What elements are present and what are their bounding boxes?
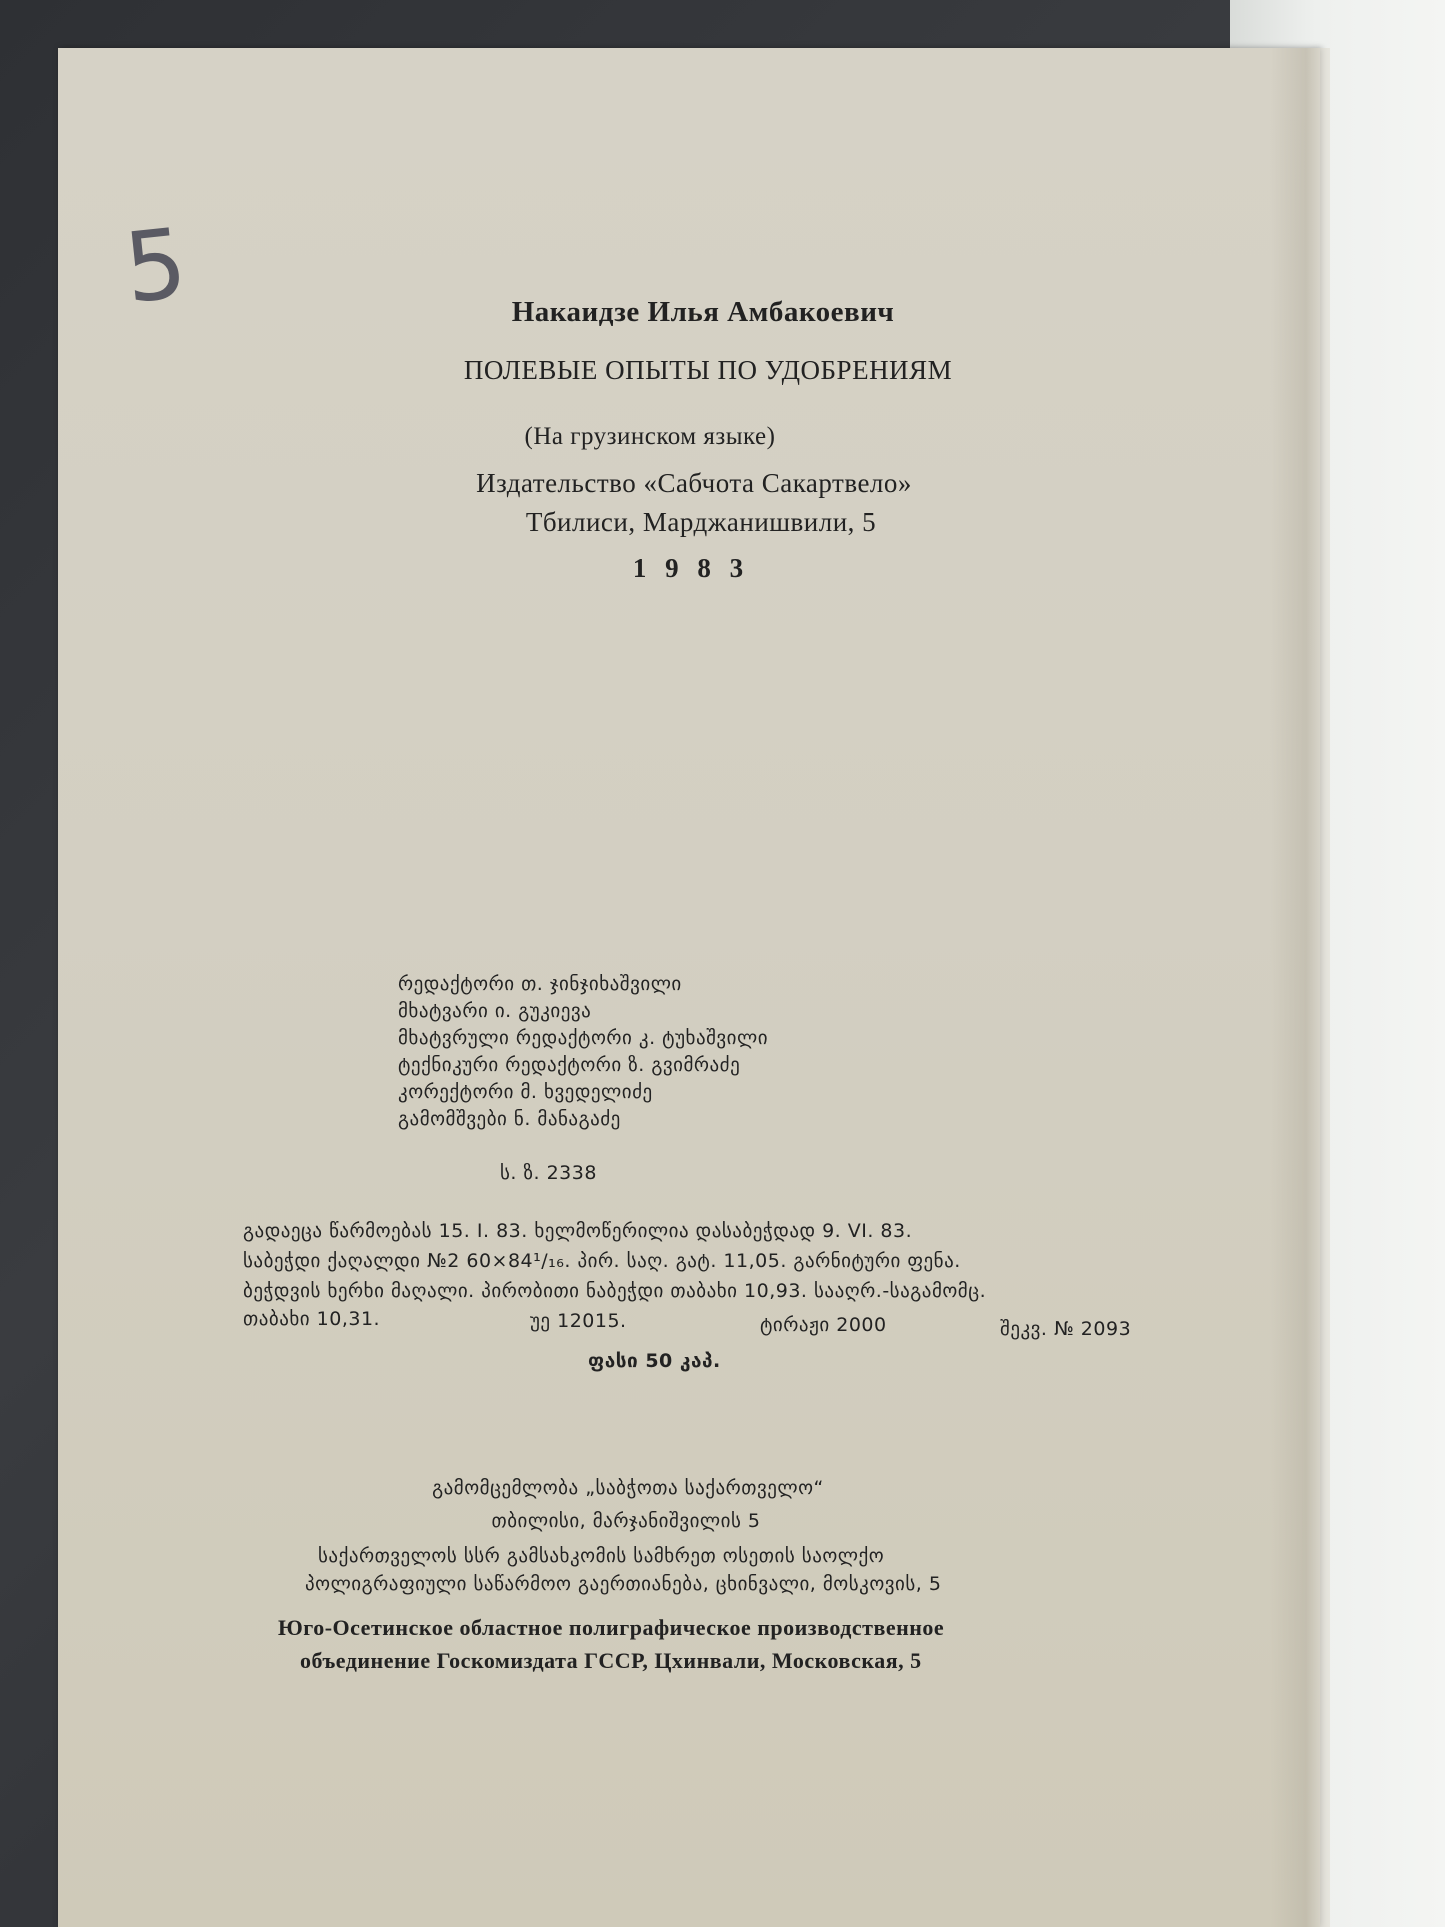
page-edge-shadow [1270,48,1330,1927]
publisher-address-geo: თბილისი, მარჯანიშვილის 5 [491,1510,761,1532]
credit-line: კორექტორი მ. ხვედელიძე [398,1081,653,1103]
printer-ru: объединение Госкомиздата ГССР, Цхинвали, Московская, 5 [300,1648,922,1673]
printer-geo: პოლიგრაფიული საწარმოო გაერთიანება, ცხინვალი, მოსკოვის, 5 [305,1573,942,1595]
credit-line: ტექნიკური რედაქტორი ზ. გვიმრაძე [398,1054,741,1076]
author-name: Накаидзе Илья Амбакоевич [511,296,895,328]
book-title: ПОЛЕВЫЕ ОПЫТЫ ПО УДОБРЕНИЯМ [463,355,953,385]
credit-line: გამომშვები ნ. მანაგაძე [398,1108,621,1130]
language-note: (На грузинском языке) [524,423,776,450]
handwritten-page-number: 5 [119,207,192,325]
publisher-name: Издательство «Сабчота Сакартвело» [476,468,912,498]
book-page [58,48,1320,1927]
imprint-line: გადაეცა წარმოებას 15. I. 83. ხელმოწერილია დასაბეჭდად 9. VI. 83. [243,1220,913,1242]
order-code: ს. ზ. 2338 [500,1162,597,1184]
publisher-address: Тбилиси, Марджанишвили, 5 [525,507,877,537]
imprint-line: თაბახი 10,31. [243,1308,381,1330]
credit-line: მხატვრული რედაქტორი კ. ტუხაშვილი [398,1027,769,1049]
imprint-line: ბეჭდვის ხერხი მაღალი. პირობითი ნაბეჭდი თაბახი 10,93. სააღრ.-საგამომც. [243,1280,987,1302]
publisher-geo: გამომცემლობა „საბჭოთა საქართველო“ [432,1477,824,1499]
credit-line: რედაქტორი თ. ჯინჯიხაშვილი [398,973,682,995]
credit-line: მხატვარი ი. გუკიევა [398,1000,592,1022]
imprint-line: შეკვ. № 2093 [1000,1318,1132,1340]
price: ფასი 50 კაპ. [588,1350,721,1372]
imprint-line: უე 12015. [530,1310,627,1332]
imprint-line: ტირაჟი 2000 [760,1314,887,1336]
publication-year: 1 9 8 3 [632,553,750,583]
printer-ru: Юго-Осетинское областное полиграфическое производственное [278,1615,945,1640]
printer-geo: საქართველოს სსრ გამსახკომის სამხრეთ ოსეთის საოლქო [318,1545,885,1567]
imprint-line: საბეჭდი ქაღალდი №2 60×84¹/₁₆. პირ. საღ. გატ. 11,05. გარნიტური ფენა. [243,1250,961,1272]
